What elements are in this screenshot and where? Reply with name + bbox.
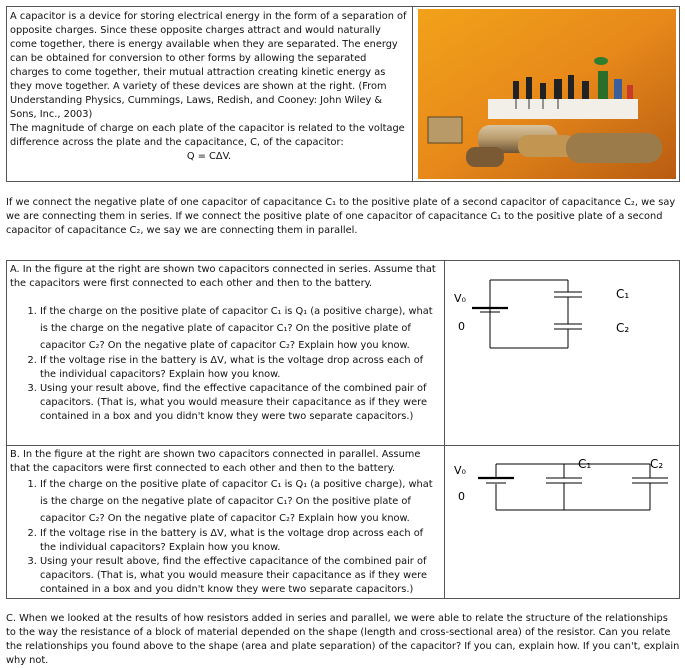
- fig-b-v0: V₀: [454, 464, 466, 477]
- part-a-item-1: 1. If the charge on the positive plate of capacitor C₁ is Q₁ (a positive charge), what is the charge on the negative plate of capacitor C₁? On the positive plate of capacitor C₂? On the negative plate of capacitor C₂? Explain how you know.: [40, 303, 442, 354]
- part-a-text: [10, 263, 442, 424]
- formula: Q = CΔV.: [186, 151, 232, 162]
- part-b-item-3: 3. Using your result above, find the effective capacitance of the combined pair of capacitors. (That is, what you would measure their capacitance as if they were contained in a box and you didn't know they were two separate capacitors.): [40, 555, 442, 597]
- part-a-item-2: 2. If the voltage rise in the battery is ΔV, what is the voltage drop across each of the individual capacitors? Explain how you know.: [40, 354, 442, 382]
- part-b-divider: [444, 445, 445, 599]
- intro-divider: [412, 6, 413, 182]
- intro-relation: The magnitude of charge on each plate of the capacitor is related to the voltage difference across the plate and the capacitance, C, of the capacitor:: [10, 123, 405, 148]
- capacitors-photo: [418, 9, 676, 179]
- fig-b-c1-label: C₁: [578, 457, 592, 471]
- fig-a-v0: V₀: [454, 292, 466, 305]
- part-b-intro: B. In the figure at the right are shown two capacitors connected in parallel. Assume that the capacitors were first connected to each other and then to the battery.: [10, 449, 421, 474]
- fig-a-c2-label: C₂: [616, 321, 630, 335]
- part-a-divider: [444, 260, 445, 446]
- series-parallel-definition: If we connect the negative plate of one capacitor of capacitance C₁ to the positive plate of a second capacitor of capacitance C₂, we say we are connecting them in series. If we connect the positive plate of one capacitor of capacitance C₁ to the positive plate of a second capacitor of capacitance C₂, we say we are connecting them in parallel.: [6, 197, 676, 236]
- intro-paragraph: A capacitor is a device for storing electrical energy in the form of a separation of opposite charges. Since these opposite charges attract and would naturally come together, there is energy available when they are separated. The energy can be obtained for conversion to other forms by allowing the separated charges to come together, their mutual attraction creating kinetic energy as they move together. A variety of these devices are shown at the right. (From Understanding Physics, Cummings, Laws, Redish, and Cooney: John Wiley & Sons, Inc., 2003): [10, 11, 407, 120]
- part-a-item-3: 3. Using your result above, find the effective capacitance of the combined pair of capacitors. (That is, what you would measure their capacitance as if they were contained in a box and you didn't know they were two separate capacitors.): [40, 382, 442, 424]
- part-b-item-1: 1. If the charge on the positive plate of capacitor C₁ is Q₁ (a positive charge), what is the charge on the negative plate of capacitor C₁? On the positive plate of capacitor C₂? On the negative plate of capacitor C₂? Explain how you know.: [40, 476, 442, 527]
- part-c-paragraph: C. When we looked at the results of how resistors added in series and parallel, we were able to relate the structure of the relationships to the way the resistance of a block of material depended on the shape (length and cross-sectional area) of the resistor. Can you relate the relationships you found above to the shape (area and plate separation) of the capacitor? If you can, explain how. If you can't, explain why not.: [6, 613, 680, 666]
- part-b-text: [10, 448, 442, 597]
- fig-b-c2-label: C₂: [650, 457, 664, 471]
- fig-a-c1-label: C₁: [616, 287, 630, 301]
- series-circuit-diagram: [450, 272, 678, 362]
- part-a-intro: A. In the figure at the right are shown two capacitors connected in series. Assume that the capacitors were first connected to each other and then to the battery.: [10, 264, 436, 289]
- intro-text-cell: [10, 10, 408, 164]
- part-b-item-2: 2. If the voltage rise in the battery is ΔV, what is the voltage drop across each of the individual capacitors? Explain how you know.: [40, 527, 442, 555]
- parallel-circuit-diagram: [450, 454, 678, 526]
- fig-b-zero: 0: [458, 490, 465, 503]
- fig-a-zero: 0: [458, 320, 465, 333]
